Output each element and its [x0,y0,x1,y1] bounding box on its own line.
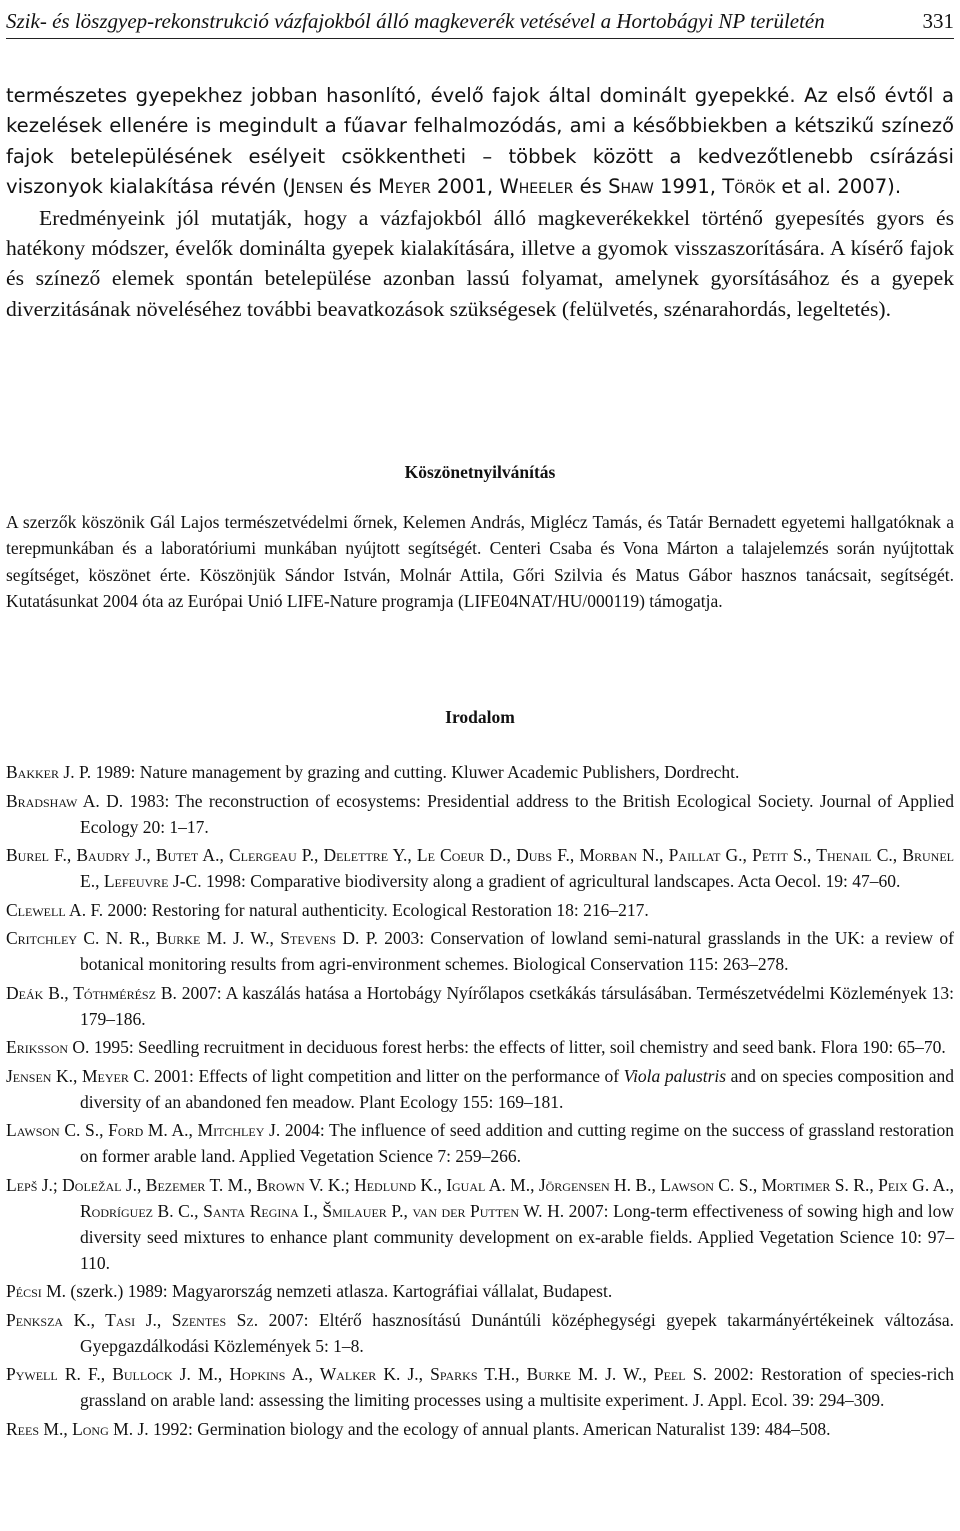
paragraph-2: Eredményeink jól mutatják, hogy a vázfajokból álló magkeverékekkel történő gyepesítés gyors és hatékony módszer, évelők dominálta gyepek kialakítására, illetve a gyomok visszaszorítására. A kísérő fajok és színező elemek spontán betelepülése azonban lassú folyamat, amelynek gyorsításához és a gyepek diverzitásának növeléséhez további beavatkozások szükségesek (felülvetés, szénarahordás, legeltetés). [6,205,954,321]
page-number: 331 [922,9,954,33]
reference-text: 2007: Long-term effectiveness of sowing high and low diversity seed mixtures to enhance plant community development on ex-arable fields. Applied Vegetation Science 10: 97–110. [80,1200,954,1273]
reference-item [6,1063,954,1115]
reference-text: 1995: Seedling recruitment in deciduous forest herbs: the effects of litter, soil chemistry and seed bank. Flora 190: 65–70. [89,1037,946,1057]
acknowledgements-heading: Köszönetnyilvánítás [404,462,556,482]
reference-item [6,1117,954,1169]
running-title: Szik- és löszgyep-rekonstrukció vázfajokból álló magkeverék vetésével a Hortobágyi NP területén [6,9,825,33]
reference-authors: Bakker J. P. [6,762,92,782]
reference-item [6,759,954,785]
cite-jensen: Jensen [289,175,344,199]
reference-authors: Penksza K., Tasi J., Szentes Sz. [6,1309,259,1330]
cite-torok: Török [722,175,776,199]
reference-authors: Pywell R. F., Bullock J. M., Hopkins A., Walker K. J., Sparks T.H., Burke M. J. W., Peel S. [6,1364,707,1384]
reference-item [6,1361,954,1413]
reference-item [6,788,954,840]
reference-authors: Clewell A. F. [6,899,104,920]
discussion-text [6,81,954,324]
reference-item [6,897,954,923]
p1-year-1: 2001, [430,175,500,199]
p1-and-1: és [343,175,378,199]
reference-text: 2002: Restoration of species-rich grassland on arable land: assessing the limiting processes using a multisite experiment. J. Appl. Ecol. 39: 294–309. [80,1364,954,1410]
reference-item [6,1034,954,1060]
acknowledgements-section [6,509,954,615]
reference-authors: Eriksson O. [6,1037,90,1057]
reference-text: (szerk.) 1989: Magyarország nemzeti atlasza. Kartográfiai vállalat, Budapest. [66,1281,613,1301]
cite-wheeler: Wheeler [499,175,574,199]
reference-authors: Bradshaw A. D. [6,790,124,811]
reference-authors: Jensen K., Meyer C. [6,1065,150,1086]
reference-item [6,1416,954,1442]
reference-authors: Deák B., Tóthmérész B. [6,982,177,1003]
reference-text: 2004: The influence of seed addition and cutting regime on the success of grassland restoration on former arable land. Applied Vegetation Science 7: 259–266. [80,1120,954,1166]
reference-authors: Lawson C. S., Ford M. A., Mitchley J. [6,1120,281,1140]
reference-text: 2001: Effects of light competition and litter on the performance of [149,1065,624,1086]
reference-item [6,1172,954,1276]
p1-and-2: és [573,175,609,199]
references-heading: Irodalom [445,707,515,727]
running-header [6,8,954,34]
reference-text: 1989: Nature management by grazing and cutting. Kluwer Academic Publishers, Dordrecht. [91,762,740,782]
header-rule [6,38,954,39]
p1-year-2: 1991, [653,175,723,199]
reference-authors: Critchley C. N. R., Burke M. J. W., Stevens D. P. [6,928,378,948]
reference-text-cont: and on species composition and diversity of an abandoned fen meadow. Plant Ecology 155: 169–181. [80,1065,954,1112]
reference-item [6,925,954,977]
p1-text-a: természetes gyepekhez jobban hasonlító, évelő fajok által dominált gyepekké. Az első évtől a kezelések ellenére is megindult a fűavar felhalmozódás, ami a későbbiekben a kétszikű színező fajok betelepülésének esélyeit csökkentheti – többek között a kedvezőtlenebb csírázási viszonyok kialakítása révén ( [6,84,954,199]
reference-item [6,980,954,1032]
reference-item [6,842,954,894]
p1-end: et al. 2007). [775,175,902,199]
reference-list [6,759,954,1442]
reference-authors: Burel F., Baudry J., Butet A., Clergeau P., Delettre Y., Le Coeur D., Dubs F., Morban N., Paillat G., Petit S., Thenail C., Brunel E., Lefeuvre J-C. [6,845,954,891]
acknowledgements-text: A szerzők köszönik Gál Lajos természetvédelmi őrnek, Kelemen András, Miglécz Tamás, és Tatár Bernadett egyetemi hallgatóknak a terepmunkában és a laboratóriumi munkában nyújtott segítségét. Centeri Csaba és Vona Márton a talajelemzés során nyújtottak segítséget, köszönet érte. Köszönjük Sándor István, Molnár Attila, Gőri Szilvia és Matus Gábor hasznos tanácsait, segítségét. Kutatásunkat 2004 óta az Európai Unió LIFE-Nature programja (LIFE04NAT/HU/000119) támogatja. [6,512,954,612]
cite-shaw: Shaw [608,175,654,199]
reference-text: 2007: Eltérő hasznosítású Dunántúli középhegységi gyepek takarmányértékeinek változása. Gyepgazdálkodási Közlemények 5: 1–8. [80,1309,954,1356]
reference-item [6,1307,954,1359]
reference-text: 1992: Germination biology and the ecology of annual plants. American Naturalist 139: 484–508. [148,1418,831,1439]
reference-item [6,1278,954,1304]
reference-text: 1983: The reconstruction of ecosystems: Presidential address to the British Ecological Society. Journal of Applied Ecology 20: 1–17. [80,790,954,837]
cite-meyer: Meyer [377,175,431,199]
reference-authors: Pécsi M. [6,1281,67,1301]
reference-authors: Lepš J.; Doležal J., Bezemer T. M., Brown V. K.; Hedlund K., Igual A. M., Jörgensen H. B., Lawson C. S., Mortimer S. R., Peix G. A., Rodríguez B. C., Santa Regina I., Šmilauer P., van der Putten W. H. [6,1174,954,1221]
reference-text: 2007: A kaszálás hatása a Hortobágy Nyírőlapos csetkákás társulásában. Természetvédelmi Közlemények 13: 179–186. [80,982,954,1029]
reference-authors: Rees M., Long M. J. [6,1418,149,1439]
reference-text: 2000: Restoring for natural authenticity. Ecological Restoration 18: 216–217. [103,899,649,920]
paragraph-1 [6,81,954,203]
reference-species-name: Viola palustris [623,1065,727,1086]
reference-text: 1998: Comparative biodiversity along a gradient of agricultural landscapes. Acta Oecol. 19: 47–60. [201,871,901,891]
reference-text: 2003: Conservation of lowland semi-natural grasslands in the UK: a review of botanical monitoring results from agri-environment schemes. Biological Conservation 115: 263–278. [80,928,954,974]
